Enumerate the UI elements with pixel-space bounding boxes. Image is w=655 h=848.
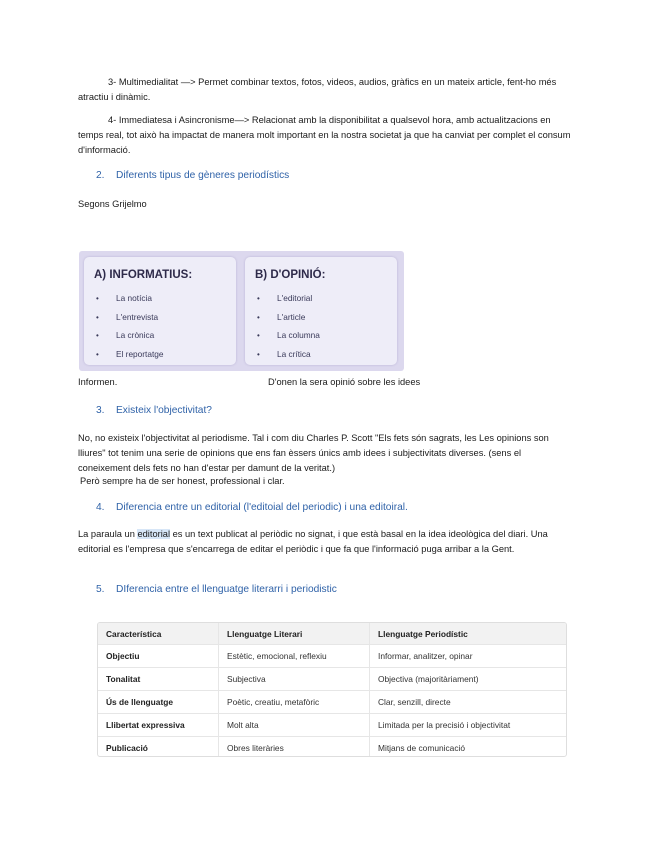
heading-number: 3. [96,405,105,416]
table-cell: Estètic, emocional, reflexiu [219,645,370,668]
heading-text: Diferents tipus de gèneres periodístics [116,170,290,181]
table-cell: Llibertat expressiva [98,714,219,737]
table-header-row [98,623,566,645]
heading-text: Existeix l'objectivitat? [116,405,212,416]
table-row [98,737,566,758]
table-cell: Poètic, creatiu, metafòric [219,691,370,714]
highlighted-word[interactable]: editorial [137,529,171,539]
heading-number: 4. [96,502,105,513]
heading-llenguatge [96,584,337,595]
table-cell: Objectiu [98,645,219,668]
heading-editorial [96,502,408,513]
genre-list [257,293,320,367]
genre-item: • L'article [257,311,306,322]
genre-box-opinio [245,257,397,365]
bullet-icon: • [96,331,99,340]
bullet-icon: • [257,312,260,322]
genre-box-informatius [84,257,236,365]
table-row [98,645,566,668]
bullet-icon: • [96,312,99,322]
genre-item: • El reportatge [96,348,164,359]
bullet-icon: • [96,294,99,303]
heading-number: 5. [96,584,105,595]
heading-text: Diferencia entre un editorial (l'editoial del periodic) i una editoiral. [116,502,408,513]
table-cell: Limitada per la precisió i objectivitat [370,714,567,737]
genre-title: B) D'OPINIÓ: [255,269,326,281]
heading-text: DIferencia entre el llenguatge literarri i periodistic [116,584,337,595]
comparison-table [98,623,566,757]
bullet-icon: • [257,331,260,340]
table-cell: Clar, senzill, directe [370,691,567,714]
heading-objectivitat [96,405,212,416]
genre-item: • La columna [257,330,320,340]
table-cell: Objectiva (majoritàriament) [370,668,567,691]
bullet-icon: • [257,349,260,359]
genre-item: • La crítica [257,348,311,359]
heading-number: 2. [96,170,105,181]
segons-grijelmo: Segons Grijelmo [78,199,147,209]
table-cell: Subjectiva [219,668,370,691]
paragraph-multimedialitat: 3- Multimedialitat —> Permet combinar textos, fotos, videos, audios, gràfics en un mateix article, fent-ho més atractiu i dinàmic. [78,77,557,102]
genre-item: • L'editorial [257,293,313,303]
genre-item: • L'entrevista [96,311,159,322]
comparison-table-image [97,622,567,757]
table-row [98,714,566,737]
paragraph-editorial: La paraula un editorial es un text publicat al periòdic no signat, i que està basal en la idea ideològica del diari. Una editorial es l'empresa que s'encarrega de editar el periòdic i que fa que l'informació puga arribar a la Gent. [78,529,548,554]
genre-item: • La notícia [96,293,152,303]
genre-list [96,293,164,367]
table-cell: Ús de llenguatge [98,691,219,714]
genre-title: A) INFORMATIUS: [94,269,193,281]
table-header: Característica [98,623,219,645]
caption-opinio: D'onen la sera opinió sobre les idees [268,377,421,387]
table-header: Llenguatge Periodístic [370,623,567,645]
table-row [98,691,566,714]
bullet-icon: • [257,294,260,303]
heading-generes [96,170,289,181]
paragraph-honest: Però sempre ha de ser honest, professional i clar. [80,476,285,486]
table-header: Llenguatge Literari [219,623,370,645]
table-cell: Publicació [106,743,148,753]
table-cell: Informar, analitzer, opinar [370,645,567,668]
paragraph-immediatesa: 4- Immediatesa i Asincronisme—> Relacionat amb la disponibilitat a qualsevol hora, amb actualitzacions en temps real, tot això ha impactat de manera molt important en la nostra societat ja que ha canviat per complet el consum d'informació. [78,115,571,155]
caption-informen: Informen. [78,377,118,387]
table-cell: Mitjans de comunicació [370,737,567,758]
bullet-icon: • [96,349,99,359]
table-cell: Molt alta [219,714,370,737]
table-cell: Obres literàries [219,737,370,758]
paragraph-objectivitat: No, no existeix l'objectivitat al periodisme. Tal i com diu Charles P. Scott "Els fets són sagrats, les Les opinions son lliures" tot tenim una serie de opinions que ens fan èssers únics amb idees i subjectivitats diverses. (sens el coneixement dels fets no han d'estar per damunt de la veritat.) [78,433,549,473]
genres-image [79,251,404,371]
genre-item: • La crònica [96,330,155,340]
table-cell: Tonalitat [98,668,219,691]
table-row [98,668,566,691]
